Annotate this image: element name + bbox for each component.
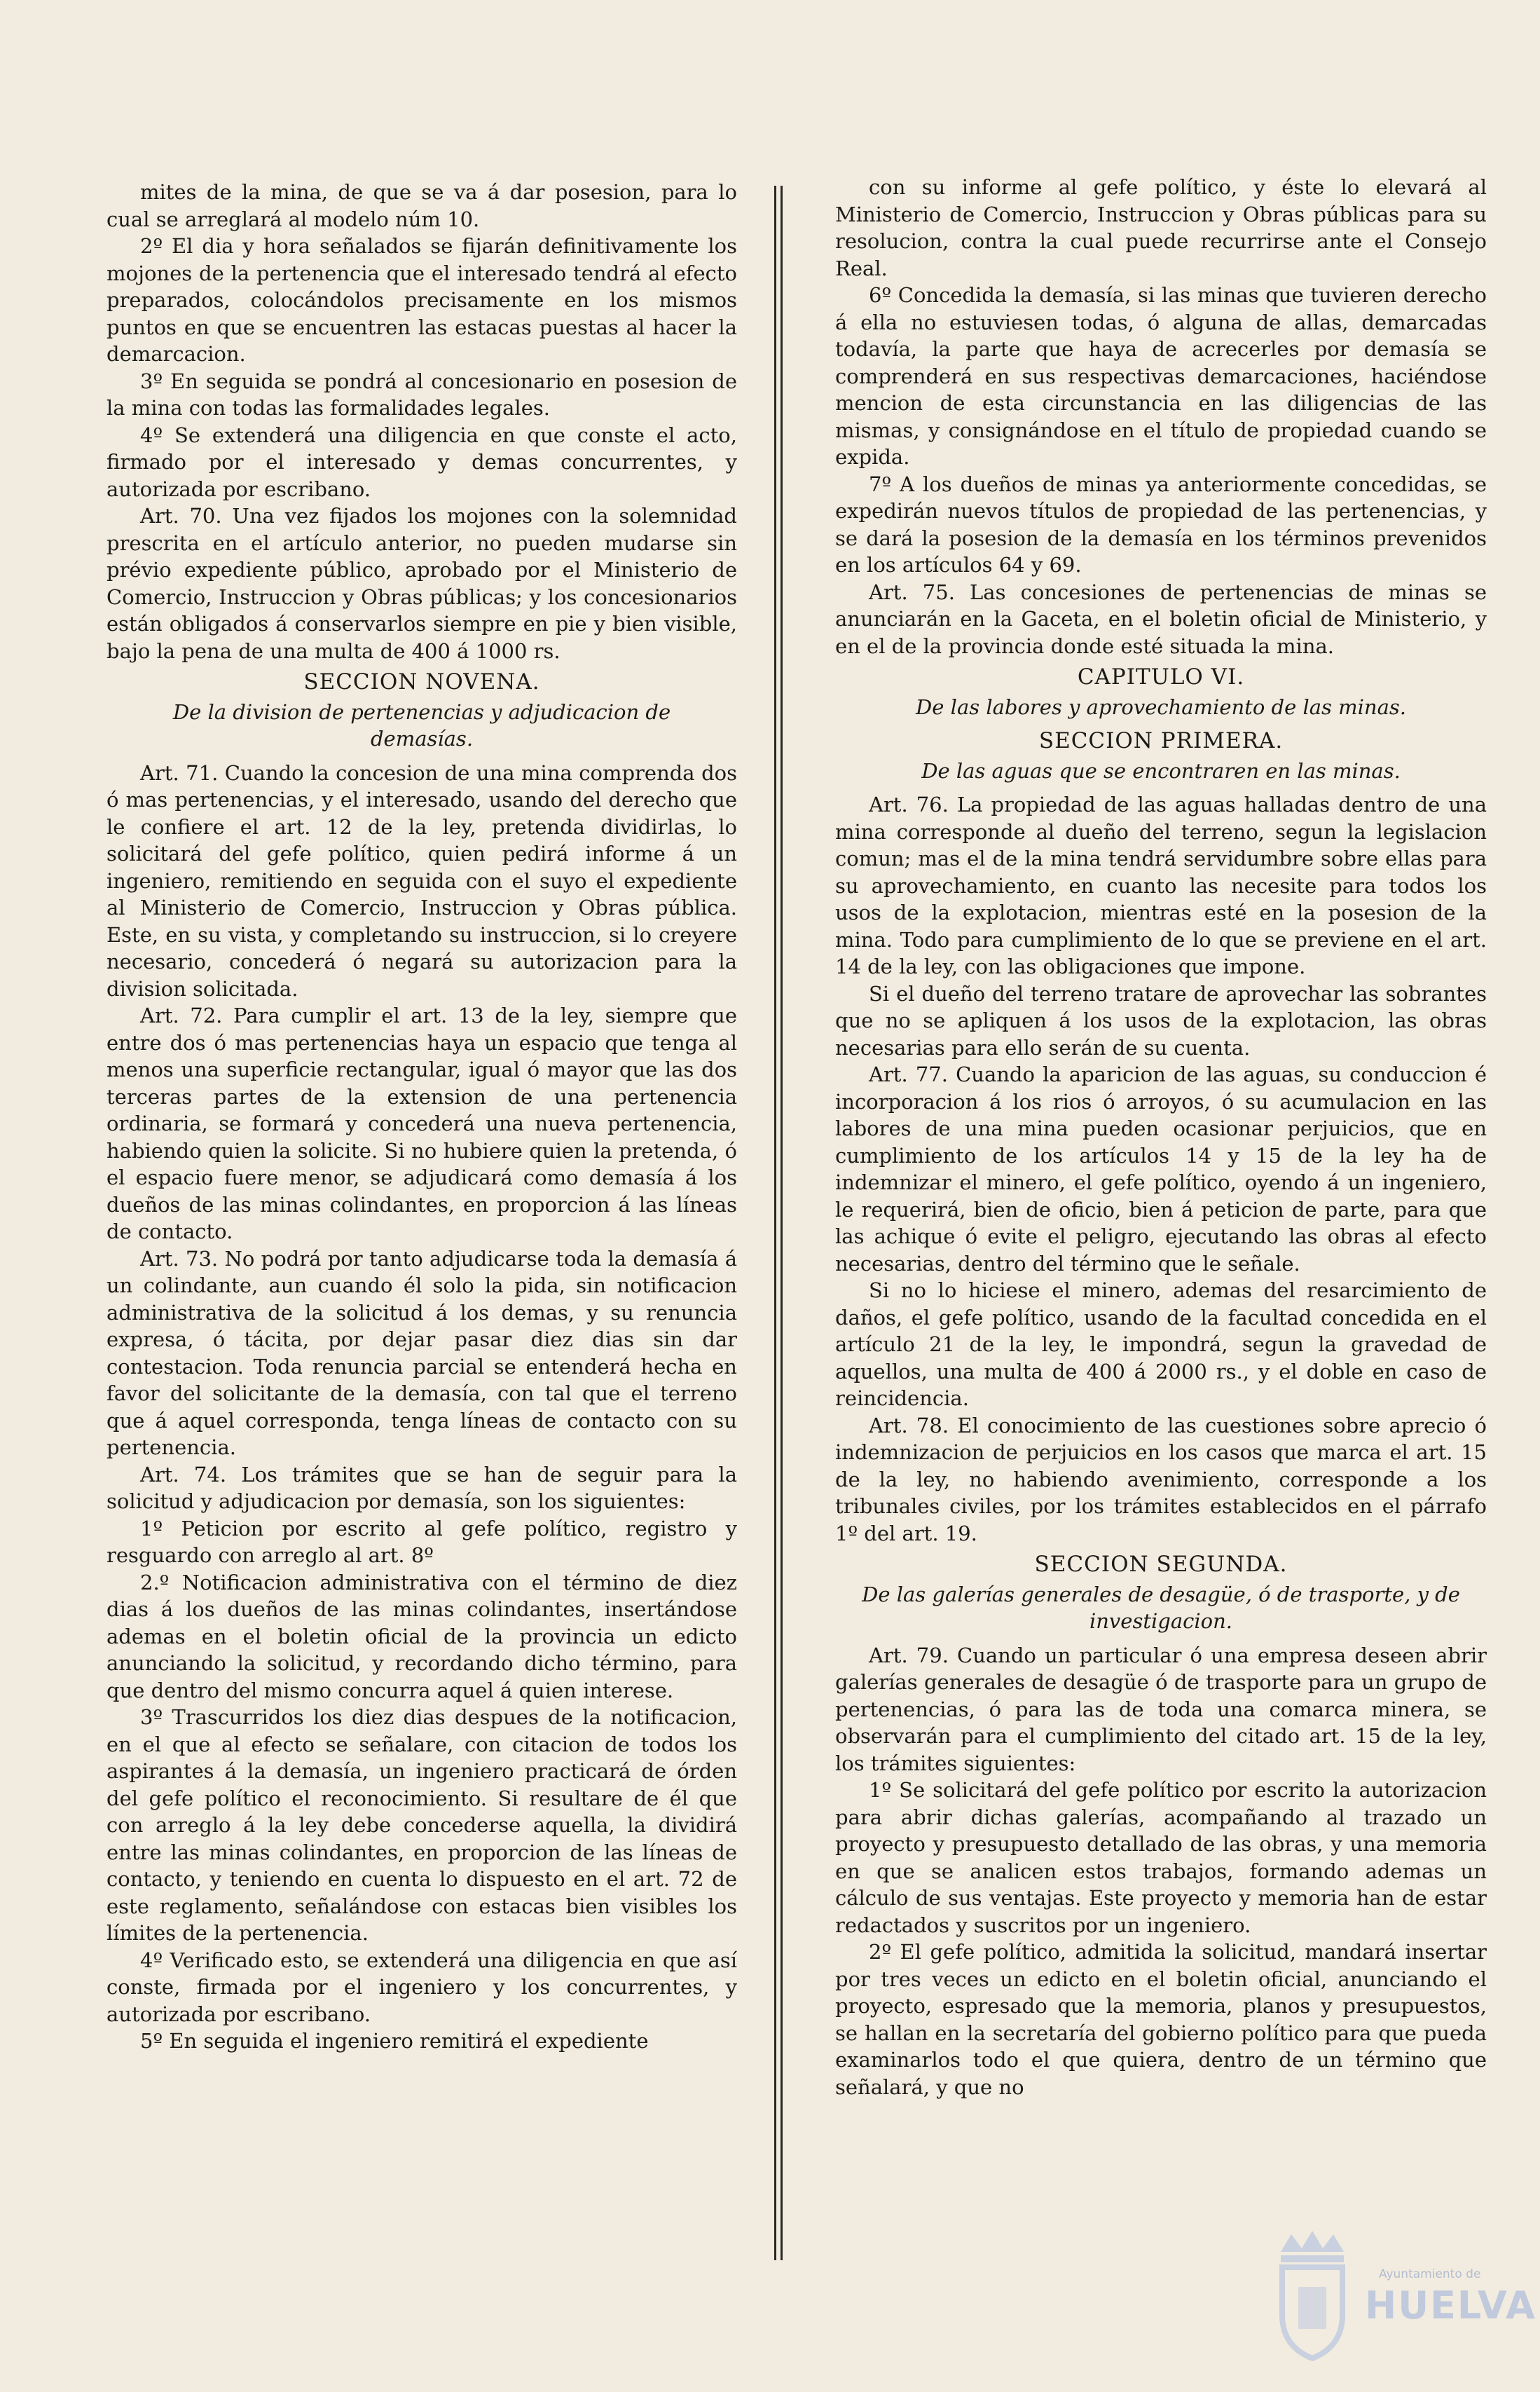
crown-shield-icon bbox=[1267, 2224, 1358, 2364]
paragraph: Art. 70. Una vez fijados los mojones con la solemnidad prescrita en el artículo anterior, no pueden mudarse sin prévio expediente público, aprobado por el Ministerio de Comercio, Instruccion y Obras públicas; y los concesionarios están obligados á conservarlos siempre en pie y bien visible, bajo la pena de una multa de 400 á 1000 rs. bbox=[106, 504, 737, 663]
paragraph: Si el dueño del terreno tratare de aprovechar las sobrantes que no se apliquen á los usos de la explotacion, las obras necesarias para ello serán de su cuenta. bbox=[835, 981, 1487, 1060]
section-heading: CAPITULO VI. bbox=[1077, 664, 1245, 690]
paragraph: Art. 75. Las concesiones de pertenencias de minas se anunciarán en la Gaceta, en el boletin oficial de Ministerio, y en el de la provincia donde esté situada la mina. bbox=[835, 580, 1487, 658]
paragraph: con su informe al gefe político, y éste lo elevará al Ministerio de Comercio, Instruccion y Obras públicas para su resolucion, contra la cual puede recurrirse ante el Consejo Real. bbox=[835, 175, 1487, 280]
paragraph: 7º A los dueños de minas ya anteriormente concedidas, se expedirán nuevos títulos de propiedad de las pertenencias, y se dará la posesion de la demasía en los términos prevenidos en los artículos 64 y 69. bbox=[835, 472, 1487, 577]
paragraph: Art. 74. Los trámites que se han de seguir para la solicitud y adjudicacion por demasía, son los siguientes: bbox=[106, 1462, 737, 1513]
paragraph: 1º Peticion por escrito al gefe político, registro y resguardo con arreglo al art. 8º bbox=[106, 1516, 737, 1567]
paragraph: Art. 78. El conocimiento de las cuestiones sobre aprecio ó indemnizacion de perjuicios en los casos que marca el art. 15 de la ley, no habiendo avenimiento, corresponde a los tribunales civiles, por los trámites establecidos en el párrafo 1º del art. 19. bbox=[835, 1413, 1487, 1545]
paragraph: Art. 76. La propiedad de las aguas halladas dentro de una mina corresponde al dueño del terreno, segun la legislacion comun; mas el de la mina tendrá servidumbre sobre ellas para su aprovechamiento, en cuanto las necesite para todos los usos de la explotacion, mientras esté en la posesion de la mina. Todo para cumplimiento de lo que se previene en el art. 14 de la ley, con las obligaciones que impone. bbox=[835, 793, 1487, 978]
section-subheading: De las labores y aprovechamiento de las minas. bbox=[916, 695, 1406, 719]
paragraph: 4º Verificado esto, se extenderá una diligencia en que así conste, firmada por el ingeniero y los concurrentes, y autorizada por escribano. bbox=[106, 1948, 737, 2026]
watermark-line1: Ayuntamiento de bbox=[1379, 2267, 1481, 2281]
paragraph: Art. 79. Cuando un particular ó una empresa deseen abrir galerías generales de desagüe ó de trasporte para un grupo de pertenencias, ó para las de toda una comarca minera, se observarán para el cumplimiento del citado art. 15 de la ley, los trámites siguientes: bbox=[835, 1643, 1487, 1775]
paragraph: 2.º Notificacion administrativa con el término de diez dias á los dueños de las minas colindantes, insertándose ademas en el boletin oficial de la provincia un edicto anunciando la solicitud, y recordando dicho término, para que dentro del mismo concurra aquel á quien interese. bbox=[106, 1570, 737, 1702]
section-subheading: De la division de pertenencias y adjudicacion de demasías. bbox=[172, 699, 671, 751]
paragraph: 4º Se extenderá una diligencia en que conste el acto, firmado por el interesado y demas concurrentes, y autorizada por escribano. bbox=[106, 423, 737, 501]
section-heading: SECCION PRIMERA. bbox=[1038, 728, 1284, 753]
column-divider bbox=[774, 186, 783, 2260]
paragraph: 3º En seguida se pondrá al concesionario en posesion de la mina con todas las formalidades legales. bbox=[106, 369, 737, 420]
paragraph: Art. 71. Cuando la concesion de una mina comprenda dos ó mas pertenencias, y el interesado, usando del derecho que le confiere el art. 12 de la ley, pretenda dividirlas, lo solicitará del gefe político, quien pedirá informe á un ingeniero, remitiendo en seguida con el suyo el expediente al Ministerio de Comercio, Instruccion y Obras pública. Este, en su vista, y completando su instruccion, si lo creyere necesario, concederá ó negará su autorizacion para la division solicitada. bbox=[106, 760, 737, 1001]
paragraph: mites de la mina, de que se va á dar posesion, para lo cual se arreglará al modelo núm 10. bbox=[106, 180, 737, 231]
paragraph: Art. 72. Para cumplir el art. 13 de la ley, siempre que entre dos ó mas pertenencias haya un espacio que tenga al menos una superficie rectangular, igual ó mayor que las dos terceras partes de la extension de una pertenencia ordinaria, se formará y concederá una nueva pertenencia, habiendo quien la solicite. Si no hubiere quien la pretenda, ó el espacio fuere menor, se adjudicará como demasía á los dueños de las minas colindantes, en proporcion á las líneas de contacto. bbox=[106, 1004, 737, 1243]
section-subheading: De las aguas que se encontraren en las minas. bbox=[921, 758, 1401, 783]
left-text-column bbox=[106, 179, 737, 2055]
paragraph: 5º En seguida el ingeniero remitirá el expediente bbox=[140, 2029, 649, 2053]
paragraph: Art. 73. No podrá por tanto adjudicarse toda la demasía á un colindante, aun cuando él solo la pida, sin notificacion administrativa de la solicitud á los demas, y su renuncia expresa, ó tácita, por dejar pasar diez dias sin dar contestacion. Toda renuncia parcial se entenderá hecha en favor del solicitante de la demasía, con tal que el terreno que á aquel corresponda, tenga líneas de contacto con su pertenencia. bbox=[106, 1246, 737, 1459]
paragraph: Art. 77. Cuando la aparicion de las aguas, su conduccion é incorporacion á los rios ó arroyos, ó su acumulacion en las labores de una mina pueden ocasionar perjuicios, que en cumplimiento de los artículos 14 y 15 de la ley ha de indemnizar el minero, el gefe político, oyendo á un ingeniero, le requerirá, bien de oficio, bien á peticion de parte, para que las achique ó evite el peligro, ejecutando las obras al efecto necesarias, dentro del término que le señale. bbox=[835, 1062, 1487, 1276]
paragraph: Si no lo hiciese el minero, ademas del resarcimiento de daños, el gefe político, usando de la facultad concedida en el artículo 21 de la ley, le impondrá, segun la gravedad de aquellos, una multa de 400 á 2000 rs., y el doble en caso de reincidencia. bbox=[835, 1278, 1487, 1410]
section-subheading: De las galerías generales de desagüe, ó de trasporte, y de investigacion. bbox=[862, 1582, 1460, 1633]
paragraph: 2º El gefe político, admitida la solicitud, mandará insertar por tres veces un edicto en el boletin oficial, anunciando el proyecto, espresado que la memoria, planos y presupuestos, se hallan en la secretaría del gobierno político para que pueda examinarlos todo el que quiera, dentro de un término que señalará, y que no bbox=[835, 1940, 1487, 2099]
section-heading: SECCION NOVENA. bbox=[303, 669, 540, 695]
section-heading: SECCION SEGUNDA. bbox=[1034, 1552, 1288, 1577]
paragraph: 3º Trascurridos los diez dias despues de la notificacion, en el que al efecto se señalare, con citacion de todos los aspirantes á la demasía, un ingeniero practicará de órden del gefe político el reconocimiento. Si resultare de él que con arreglo á la ley debe concederse aquella, la dividirá entre las minas colindantes, en proporcion de las líneas de contacto, y teniendo en cuenta lo dispuesto en el art. 72 de este reglamento, señalándose con estacas bien visibles los límites de la pertenencia. bbox=[106, 1705, 737, 1945]
right-text-column bbox=[835, 174, 1487, 2100]
paragraph: 6º Concedida la demasía, si las minas que tuvieren derecho á ella no estuviesen todas, ó alguna de allas, demarcadas todavía, la parte que haya de acrecerles por demasía se comprenderá en sus respectivas demarcaciones, haciéndose mencion de esta circunstancia en las diligencias de las mismas, y consignándose en el título de propiedad cuando se expida. bbox=[835, 283, 1487, 469]
watermark-line2: HUELVA bbox=[1365, 2283, 1536, 2328]
paragraph: 2º El dia y hora señalados se fijarán definitivamente los mojones de la pertenencia que el interesado tendrá al efecto preparados, colocándolos precisamente en los mismos puntos en que se encuentren las estacas puestas al hacer la demarcacion. bbox=[106, 234, 737, 366]
paragraph: 1º Se solicitará del gefe político por escrito la autorizacion para abrir dichas galerías, acompañando al trazado un proyecto y presupuesto detallado de las obras, y una memoria en que se analicen estos trabajos, formando ademas un cálculo de sus ventajas. Este proyecto y memoria han de estar redactados y suscritos por un ingeniero. bbox=[835, 1778, 1487, 1937]
archive-watermark bbox=[1267, 2224, 1536, 2364]
